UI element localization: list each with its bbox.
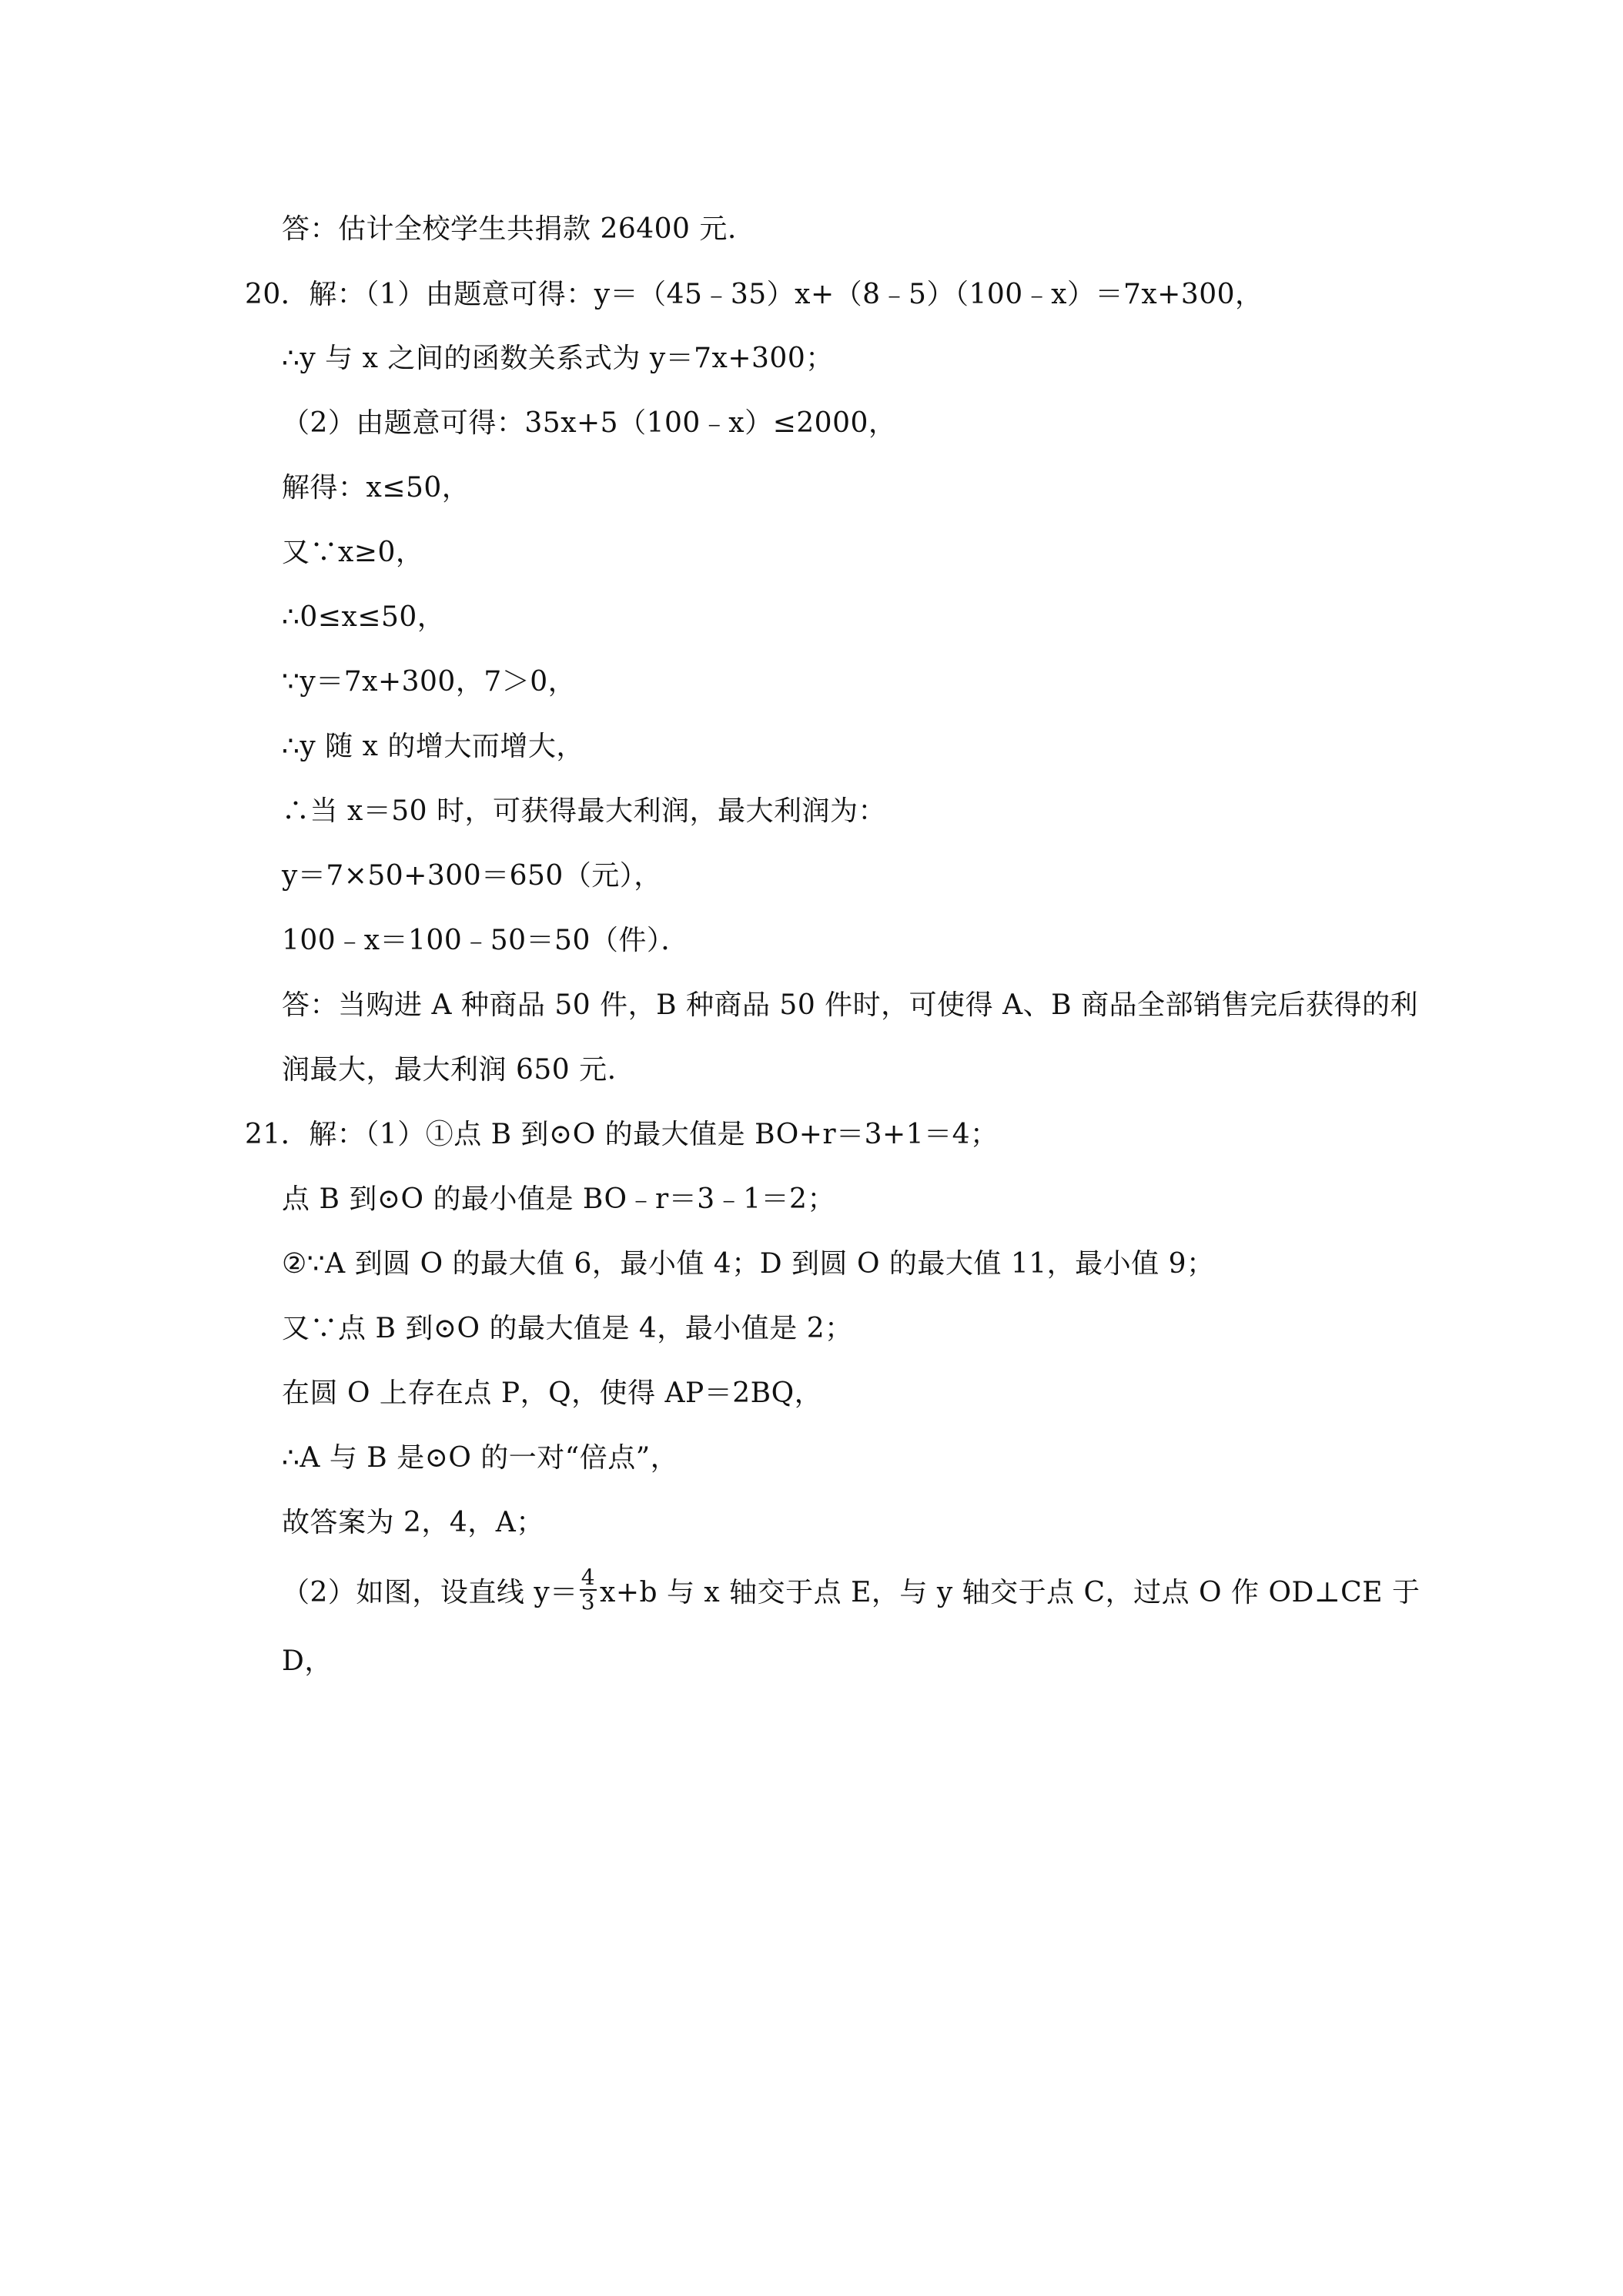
text-line: ∴当 x＝50 时，可获得最大利润，最大利润为：	[282, 795, 886, 827]
text-line: ∵y＝7x+300，7＞0，	[282, 666, 577, 698]
text-line: 润最大，最大利润 650 元.	[282, 1054, 617, 1086]
text-line: 答：估计全校学生共捐款 26400 元.	[282, 213, 737, 245]
text-line: 答：当购进 A 种商品 50 件，B 种商品 50 件时，可使得 A、B 商品全部销售完后获得的利	[282, 989, 1419, 1021]
text-segment: x+b 与 x 轴交于点 E，与 y 轴交于点 C，过点 O 作 OD⊥CE 于	[600, 1577, 1421, 1608]
fraction	[578, 1566, 600, 1614]
text-line: 在圆 O 上存在点 P，Q，使得 AP＝2BQ，	[282, 1377, 823, 1409]
text-line: 点 B 到⊙O 的最小值是 BO﹣r＝3﹣1＝2；	[282, 1183, 835, 1215]
text-line-with-fraction	[282, 1565, 1421, 1618]
text-line: ②∵A 到圆 O 的最大值 6，最小值 4；D 到圆 O 的最大值 11，最小值 9；	[282, 1248, 1215, 1280]
text-line: 100﹣x＝100﹣50＝50（件）．	[282, 925, 689, 956]
text-line: ∴y 与 x 之间的函数关系式为 y＝7x+300；	[282, 343, 834, 374]
fraction-numerator: 4	[581, 1565, 596, 1590]
text-line: 20．解：（1）由题意可得：y＝（45﹣35）x+（8﹣5）（100﹣x）＝7x+300，	[245, 279, 1263, 310]
text-line: y＝7×50+300＝650（元），	[282, 860, 662, 892]
text-line: ∴y 随 x 的增大而增大，	[282, 731, 584, 762]
text-segment: （2）如图，设直线 y＝	[282, 1577, 578, 1608]
text-line: ∴0≤x≤50，	[282, 601, 446, 633]
text-line: 21．解：（1）①点 B 到⊙O 的最大值是 BO+r＝3+1＝4；	[245, 1119, 999, 1150]
fraction-denominator: 3	[581, 1589, 596, 1615]
text-line: 又∵点 B 到⊙O 的最大值是 4，最小值是 2；	[282, 1313, 853, 1344]
text-line: ∴A 与 B 是⊙O 的一对“倍点”，	[282, 1442, 679, 1474]
text-line: （2）由题意可得：35x+5（100﹣x）≤2000，	[282, 407, 897, 439]
text-line: 故答案为 2，4，A；	[282, 1507, 544, 1538]
text-line: 又∵x≥0，	[282, 537, 424, 568]
text-line: 解得：x≤50，	[282, 472, 470, 504]
text-line: D，	[282, 1645, 333, 1677]
